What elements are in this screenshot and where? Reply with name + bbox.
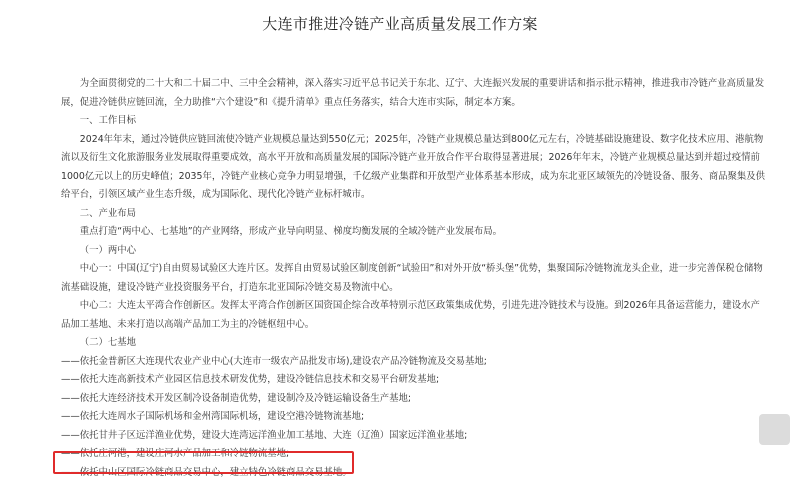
document-title: 大连市推进冷链产业高质量发展工作方案 [262, 15, 538, 33]
base-item-2: ——依托大连高新技术产业园区信息技术研发优势，建设冷链信息技术和交易平台研发基地; [61, 374, 440, 385]
scroll-to-top-button[interactable] [759, 414, 790, 445]
section1-paragraph: 2024年年末，通过冷链供应链回流使冷链产业规模总量达到550亿元；2025年，冷链产业规模总量达到800亿元左右，冷链基础设施建设、数字化技术应用、港航物流以及衍生文化旅游服务业发展取得重要成效，高水平开放和高质量发展的国际冷链产业开放合作平台取得显著进展；2026年年末，冷链产业规模总量达到并超过疫情前1000亿元以上的历史峰值；2035年，冷链产业核心竞争力明显增强，千亿级产业集群和开放型产业体系基本形成，成为东北亚区域领先的冷链设备、服务、商品聚集及供给平台，引领区域产业生态升级，成为国际化、现代化冷链产业标杆城市。 [61, 133, 765, 200]
base-item-1: ——依托金普新区大连现代农业产业中心(大连市一级农产品批发市场),建设农产品冷链物流及交易基地; [61, 355, 487, 367]
section1-heading: 一、工作目标 [79, 115, 137, 126]
base-item-4: ——依托大连周水子国际机场和金州湾国际机场，建设空港冷链物流基地; [61, 411, 365, 422]
subsection1-heading: （一）两中心 [79, 244, 137, 256]
base-item-6: ——依托庄河港，建设庄河水产品加工和冷链物流基地; [61, 448, 290, 459]
section2-paragraph: 重点打造“两中心、七基地”的产业网络，形成产业导向明显、梯度均衡发展的全域冷链产业发展布局。 [79, 226, 503, 237]
base-item-5: ——依托甘井子区远洋渔业优势，建设大连湾远洋渔业加工基地、大连（辽渔）国家远洋渔业基地; [61, 429, 468, 441]
document-body [61, 75, 769, 482]
center1-paragraph: 中心一：中国(辽宁)自由贸易试验区大连片区。发挥自由贸易试验区制度创新“试验田”和对外开放“桥头堡”优势，集聚国际冷链物流龙头企业，进一步完善保税仓储物流基础设施，建设冷链产业投资服务平台，打造东北亚国际冷链交易及物流中心。 [61, 263, 763, 293]
subsection2-heading: （二）七基地 [79, 337, 137, 348]
base-item-7: ——依托中山区国际冷链商品交易中心，建立特色冷链商品交易基地。 [61, 466, 352, 478]
intro-paragraph: 为全面贯彻党的二十大和二十届二中、三中全会精神，深入落实习近平总书记关于东北、辽宁、大连振兴发展的重要讲话和指示批示精神，推进我市冷链产业高质量发展，促进冷链供应链回流，全力助推“六个建设”和《提升清单》重点任务落实，结合大连市实际，制定本方案。 [61, 78, 765, 108]
section2-heading: 二、产业布局 [79, 207, 137, 219]
base-item-3: ——依托大连经济技术开发区制冷设备制造优势，建设制冷及冷链运输设备生产基地; [61, 392, 412, 404]
center2-paragraph: 中心二：大连太平湾合作创新区。发挥太平湾合作创新区国资国企综合改革特别示范区政策集成优势，引进先进冷链技术与设施。到2026年具备运营能力，建设水产品加工基地、未来打造以高端产品加工为主的冷链枢纽中心。 [61, 300, 760, 330]
